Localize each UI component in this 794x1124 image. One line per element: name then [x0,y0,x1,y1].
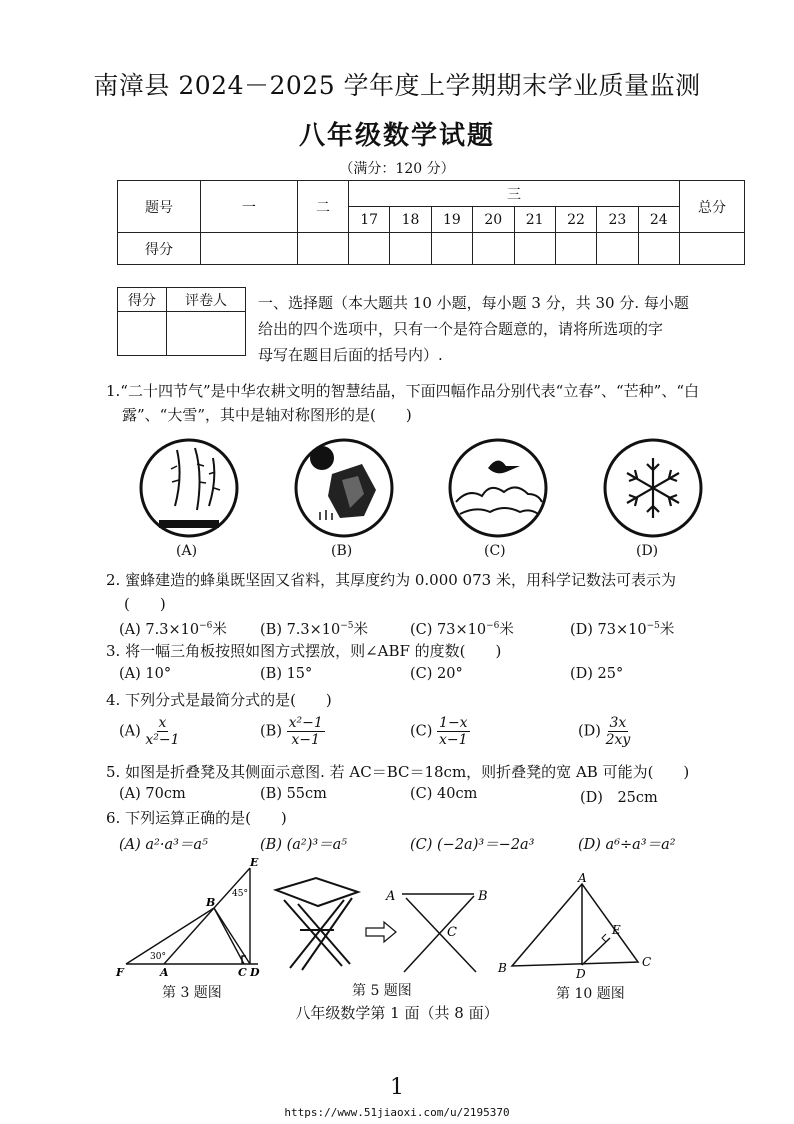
solar-term-lichun-image [137,436,241,540]
fig5-label-a: A [386,889,396,904]
q2-option-b[interactable]: (B) $7.3\times 10^{-5}$米 [260,621,369,638]
score-cell[interactable] [349,233,390,265]
score-table [117,180,745,265]
q5-option-c[interactable]: (C) 40cm [410,786,478,802]
sub-col: 23 [597,207,638,233]
sub-col: 17 [349,207,390,233]
score-cell[interactable] [431,233,472,265]
question-6: 6. 下列运算正确的是( ) [106,809,287,827]
col-total: 总分 [680,181,745,233]
fig3-label-e: E [250,856,259,869]
score-cell[interactable] [597,233,638,265]
fig5-label-b: B [478,889,488,904]
fig5-label-c: C [447,925,457,940]
page-number: 1 [390,1075,404,1100]
page-footer: 八年级数学第 1 面（共 8 面） [295,1004,499,1022]
q5-option-d[interactable]: (D) 25cm [580,790,658,806]
score-cell[interactable] [680,233,745,265]
sub-col: 21 [514,207,555,233]
score-cell[interactable] [473,233,514,265]
grader-score-cell[interactable] [118,312,167,356]
q4-option-b[interactable]: (B) $\frac{\text{x²−1}}{x-1}$ [260,715,323,748]
q6-option-d[interactable]: (D) a⁶÷a³＝a² [578,837,676,853]
question-5: 5. 如图是折叠凳及其侧面示意图. 若 AC＝BC＝18cm，则折叠凳的宽 AB 可能为( ) [106,763,690,781]
grader-name-label: 评卷人 [167,288,246,312]
sub-col: 20 [473,207,514,233]
solar-term-bailu-image [446,436,550,540]
score-cell[interactable] [514,233,555,265]
fig3-label-f: F [116,966,124,979]
score-row-label: 题号 [118,181,201,233]
q1-label-c: (C) [484,543,506,559]
fig10-label-c: C [642,955,652,969]
exam-title: 南漳县 2024－2025 学年度上学期期末学业质量监测 [93,71,701,100]
sub-col: 22 [555,207,596,233]
q6-option-a[interactable]: (A) a²·a³＝a⁵ [119,837,208,853]
q1-label-d: (D) [636,543,659,559]
q3-option-b[interactable]: (B) 15° [260,666,313,682]
sub-col: 18 [390,207,431,233]
figure-3-triangles [110,856,270,986]
score-cell[interactable] [638,233,679,265]
q3-option-d[interactable]: (D) 25° [570,666,624,682]
q4-option-c[interactable]: (C) $\frac{1-x}{x-1}$ [410,715,468,748]
figure-10-caption: 第 10 题图 [556,986,625,1002]
watermark-url[interactable]: https://www.51jiaoxi.com/u/2195370 [284,1106,510,1119]
q4-option-d[interactable]: (D) $\frac{3x}{2xy}$ [578,715,631,748]
grader-score-label: 得分 [118,288,167,312]
sub-col: 19 [431,207,472,233]
fig3-label-b: B [206,896,216,909]
question-1-line1: 1.“二十四节气”是中华农耕文明的智慧结晶，下面四幅作品分别代表“立春”、“芒种”、“白 [106,382,699,400]
question-4: 4. 下列分式是最简分式的是( ) [106,691,332,709]
grader-name-cell[interactable] [167,312,246,356]
solar-term-daxue-image [601,436,705,540]
fig10-label-d: D [576,967,586,981]
q3-option-a[interactable]: (A) 10° [119,666,172,682]
q2-option-d[interactable]: (D) $73\times 10^{-5}$米 [570,621,675,638]
full-score: （满分：120 分） [339,161,455,177]
q6-option-b[interactable]: (B) (a²)³＝a⁵ [260,837,348,853]
fig3-label-a: A [160,966,169,979]
figure-3-caption: 第 3 题图 [162,985,222,1001]
section-line: 母写在题目后面的括号内）. [258,346,443,364]
score-cell[interactable] [201,233,298,265]
figure-5-caption: 第 5 题图 [352,983,412,999]
solar-term-mangzhong-image [292,436,396,540]
sub-col: 24 [638,207,679,233]
fig10-label-b: B [498,961,507,975]
score-cell[interactable] [555,233,596,265]
question-2-line1: 2. 蜜蜂建造的蜂巢既坚固又省料，其厚度约为 0.000 073 米，用科学记数法可表示为 [106,571,676,589]
q6-option-c[interactable]: (C) (−2a)³＝−2a³ [410,837,535,853]
section-line: 给出的四个选项中，只有一个是符合题意的，请将所选项的字 [258,320,664,338]
q2-option-a[interactable]: (A) $7.3\times 10^{-6}$米 [119,621,227,638]
q2-option-c[interactable]: (C) $73\times 10^{-6}$米 [410,621,514,638]
score-cell[interactable] [298,233,349,265]
q3-option-c[interactable]: (C) 20° [410,666,463,682]
fig3-label-d: D [250,966,260,979]
question-3: 3. 将一幅三角板按照如图方式摆放，则∠ABF 的度数( ) [106,642,502,660]
figure-10-triangle [490,872,670,982]
fig3-label-45: 45° [232,889,248,899]
q4-option-a[interactable]: (A) $\frac{x}{\text{x²−1}}$ [119,715,180,748]
fig10-label-a: A [578,872,587,885]
score-cell[interactable] [390,233,431,265]
figure-5-folding-stool [272,868,512,978]
question-2-line2: ( ) [124,595,166,613]
q1-label-b: (B) [331,543,353,559]
score-row2-label: 得分 [118,233,201,265]
q5-option-b[interactable]: (B) 55cm [260,786,327,802]
col-three: 三 [349,181,680,207]
col-one: 一 [201,181,298,233]
col-two: 二 [298,181,349,233]
question-1-line2: 露”、“大雪”，其中是轴对称图形的是( ) [122,406,412,424]
fig10-label-e: E [612,923,621,937]
exam-subtitle: 八年级数学试题 [298,121,495,151]
fig3-label-30: 30° [150,952,166,962]
q5-option-a[interactable]: (A) 70cm [119,786,186,802]
grader-table [117,287,246,356]
fig3-label-c: C [238,966,247,979]
q1-label-a: (A) [176,543,198,559]
section-instructions [258,290,698,368]
section-line: 一、选择题（本大题共 10 小题，每小题 3 分，共 30 分. 每小题 [258,294,689,312]
